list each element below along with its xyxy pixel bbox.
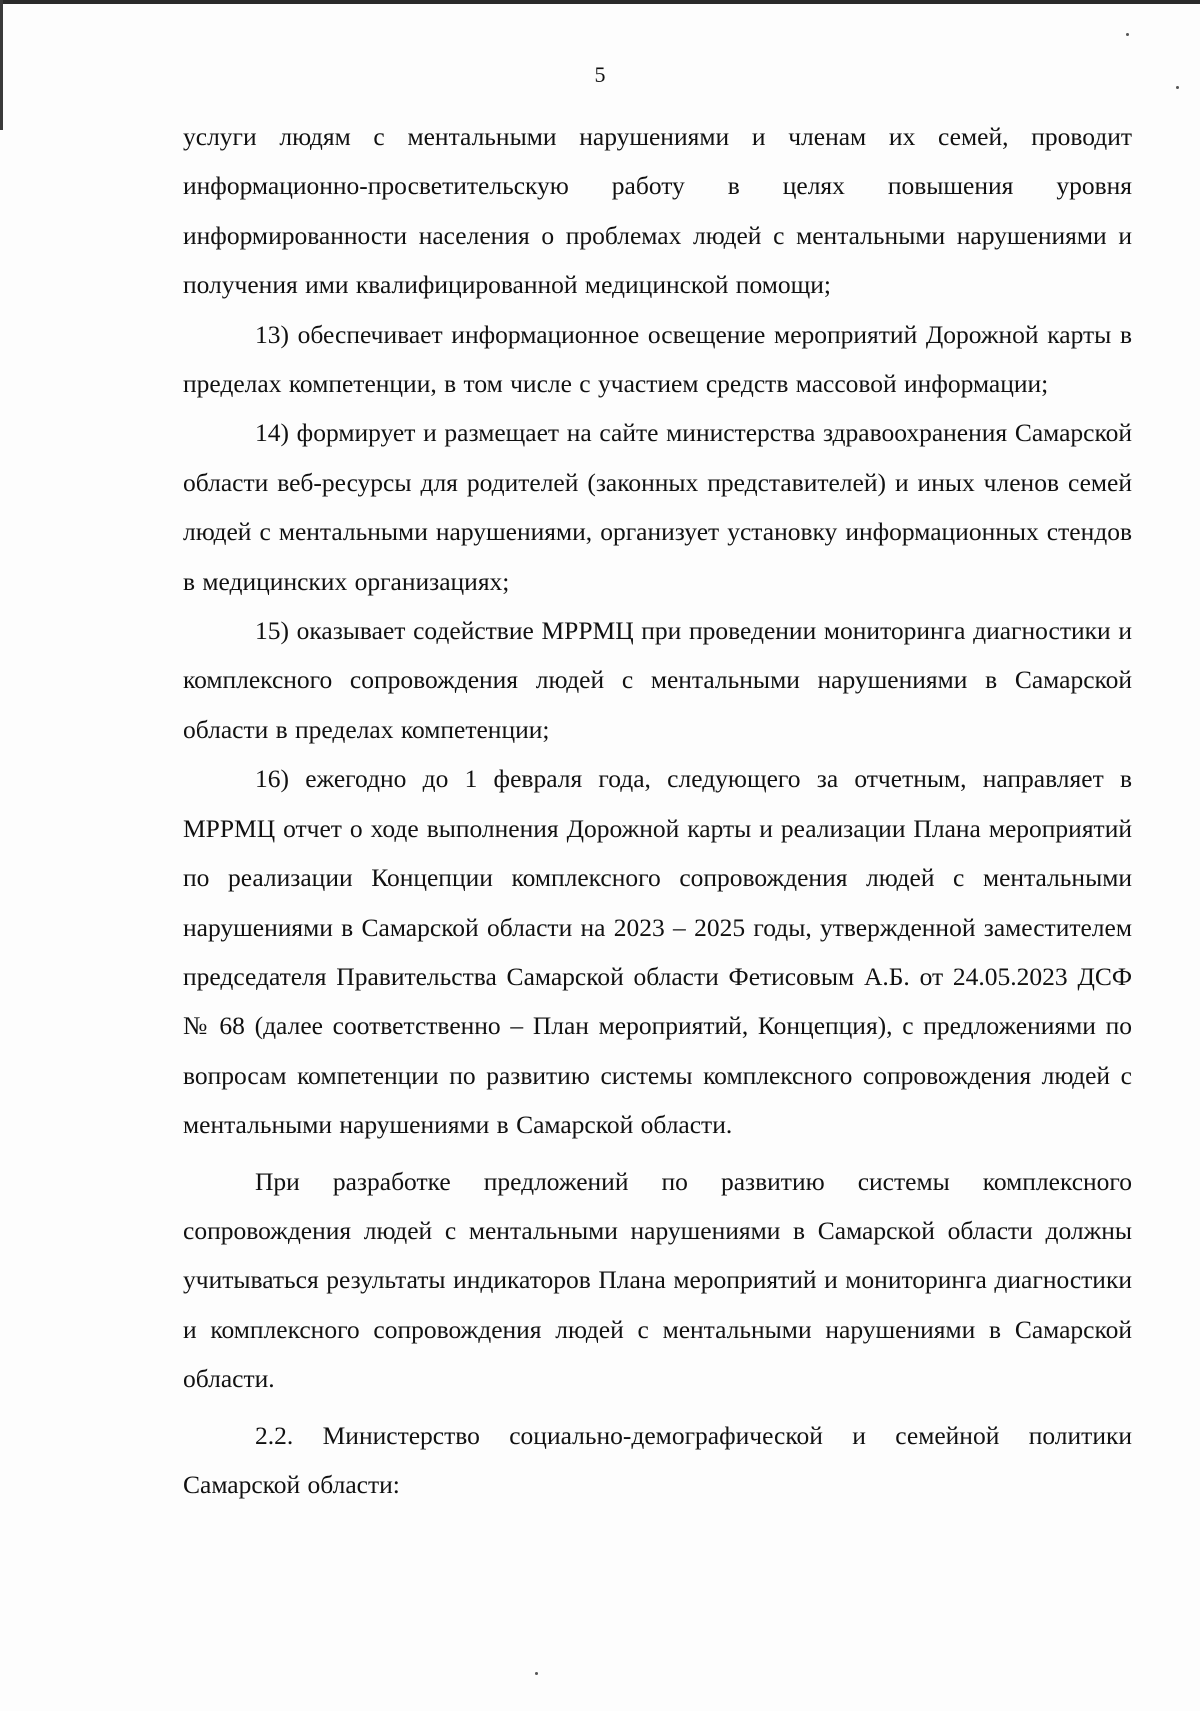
scan-speck [535,1672,538,1675]
section-2-2-heading: 2.2. Министерство социально-демографической и семейной политики Самарской области: [183,1420,1132,1499]
scan-top-border [0,0,1200,4]
paragraph-item-15: 15) оказывает содействие МРРМЦ при проведении мониторинга диагностики и комплексного сопровождения людей с ментальными нарушениями в Самарской области в пределах компетенции; [183,616,1132,744]
scan-speck [1126,33,1129,36]
paragraph-proposals: При разработке предложений по развитию системы комплексного сопровождения людей с ментальными нарушениями в Самарской области должны учитываться результаты индикаторов Плана мероприятий и мониторинга диагностики и комплексного сопровождения людей с ментальными нарушениями в Самарской области. [183,1166,1132,1394]
paragraph-item-16: 16) ежегодно до 1 февраля года, следующего за отчетным, направляет в МРРМЦ отчет о ходе выполнения Дорожной карты и реализации Плана мероприятий по реализации Концепции комплексного сопровождения людей с ментальными нарушениями в Самарской области на 2023 – 2025 годы, утвержденной заместителем председателя Правительства Самарской области Фетисовым А.Б. от 24.05.2023 ДСФ № 68 (далее соответственно – План мероприятий, Концепция), с предложениями по вопросам компетенции по развитию системы комплексного сопровождения людей с ментальными нарушениями в Самарской области. [183,764,1132,1140]
paragraph-item-14: 14) формирует и размещает на сайте министерства здравоохранения Самарской области веб-ресурсы для родителей (законных представителей) и иных членов семей людей с ментальными нарушениями, организует установку информационных стендов в медицинских организациях; [183,418,1132,596]
document-body [183,112,1132,1509]
page-number: 5 [594,62,606,87]
paragraph-item-13: 13) обеспечивает информационное освещение мероприятий Дорожной карты в пределах компетенции, в том числе с участием средств массовой информации; [183,319,1132,399]
paragraph-continuation: услуги людям с ментальными нарушениями и членам их семей, проводит информационно-просветительскую работу в целях повышения уровня информированности населения о проблемах людей с ментальными нарушениями и получения ими квалифицированной медицинской помощи; [183,122,1132,300]
